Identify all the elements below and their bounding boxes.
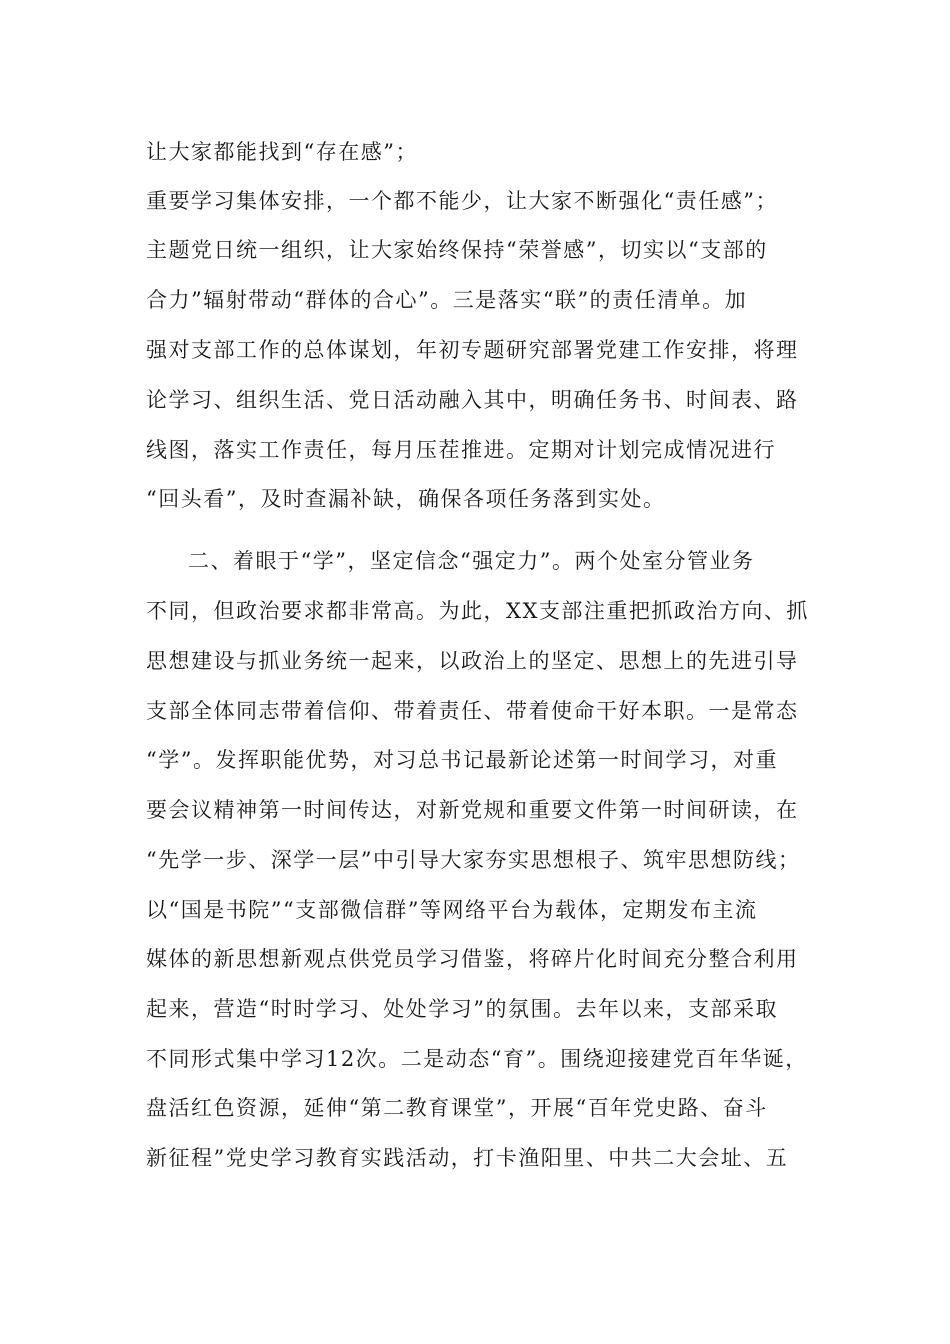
text-line: 思想建设与抓业务统一起来，以政治上的坚定、思想上的先进引导 — [146, 649, 799, 673]
text-line: 重要学习集体安排，一个都不能少，让大家不断强化“责任感”； — [146, 189, 778, 213]
text-line: 让大家都能找到“存在感”； — [146, 140, 418, 164]
text-line: 要会议精神第一时间传达，对新党规和重要文件第一时间研读，在 — [146, 798, 799, 822]
paragraph-heading-line: 二、着眼于“学”，坚定信念“强定力”。两个处室分管业务 — [188, 549, 755, 573]
text-line: 论学习、组织生活、党日活动融入其中，明确任务书、时间表、路 — [146, 388, 799, 412]
text-line: 不同，但政治要求都非常高。为此，XX支部注重把抓政治方向、抓 — [146, 599, 809, 623]
text-line: “学”。发挥职能优势，对习总书记最新论述第一时间学习，对重 — [146, 748, 778, 772]
text-line: 线图，落实工作责任，每月压茬推进。定期对计划完成情况进行 — [146, 438, 776, 462]
text-line: 盘活红色资源，延伸“第二教育课堂”，开展“百年党史路、奋斗 — [146, 1096, 768, 1120]
text-line: 支部全体同志带着信仰、带着责任、带着使命干好本职。一是常态 — [146, 699, 799, 723]
text-line: 媒体的新思想新观点供党员学习借鉴，将碎片化时间充分整合利用 — [146, 947, 799, 971]
text-line: 强对支部工作的总体谋划，年初专题研究部署党建工作安排，将理 — [146, 338, 799, 362]
text-line: 起来，营造“时时学习、处处学习”的氛围。去年以来，支部采取 — [146, 997, 778, 1021]
text-line: “回头看”，及时查漏补缺，确保各项任务落到实处。 — [146, 487, 666, 511]
text-line: 合力”辐射带动“群体的合心”。三是落实“联”的责任清单。加 — [146, 288, 748, 312]
text-line: 新征程”党史学习教育实践活动，打卡渔阳里、中共二大会址、五 — [146, 1146, 789, 1170]
text-line: 不同形式集中学习12次。二是动态“育”。围绕迎接建党百年华诞， — [146, 1047, 808, 1071]
text-line: 主题党日统一组织，让大家始终保持“荣誉感”，切实以“支部的 — [146, 238, 768, 262]
text-line: 以“国是书院”“支部微信群”等网络平台为载体，定期发布主流 — [146, 898, 758, 922]
text-line: “先学一步、深学一层”中引导大家夯实思想根子、筑牢思想防线； — [146, 848, 801, 872]
